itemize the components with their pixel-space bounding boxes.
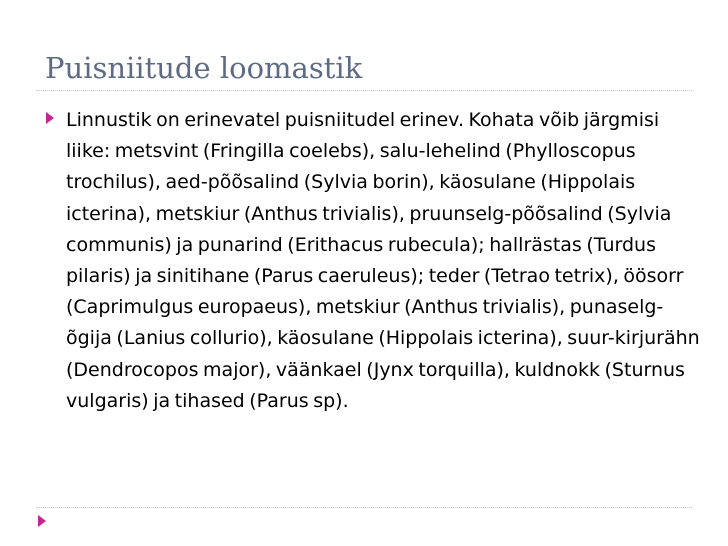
title-divider	[36, 90, 692, 91]
bullet-text: Linnustik on erinevatel puisniitudel erinev. Kohata võib järgmisi liike: metsvint (Fringilla coelebs), salu-lehelind (Phylloscopus trochilus), aed-põõsalind (Sylvia borin), käosulane (Hippolais icterina), metskiur (Anthus trivialis), pruunselg-põõsalind (Sylvia communis) ja punarind (Erithacus rubecula); hallrästas (Turdus pilaris) ja sinitihane (Parus caeruleus); teder (Tetrao tetrix), öösorr (Caprimulgus europaeus), metskiur (Anthus trivialis), punaselg-õgija (Lanius collurio), käosulane (Hippolais icterina), suur-kirjurähn (Dendrocopos major), väänkael (Jynx torquilla), kuldnokk (Sturnus vulgaris) ja tihased (Parus sp).	[66, 109, 700, 412]
bullet-triangle-icon	[45, 111, 55, 125]
footer-divider	[36, 507, 692, 508]
footer-triangle-icon	[37, 514, 47, 528]
slide-title: Puisniitude loomastik	[45, 51, 363, 85]
